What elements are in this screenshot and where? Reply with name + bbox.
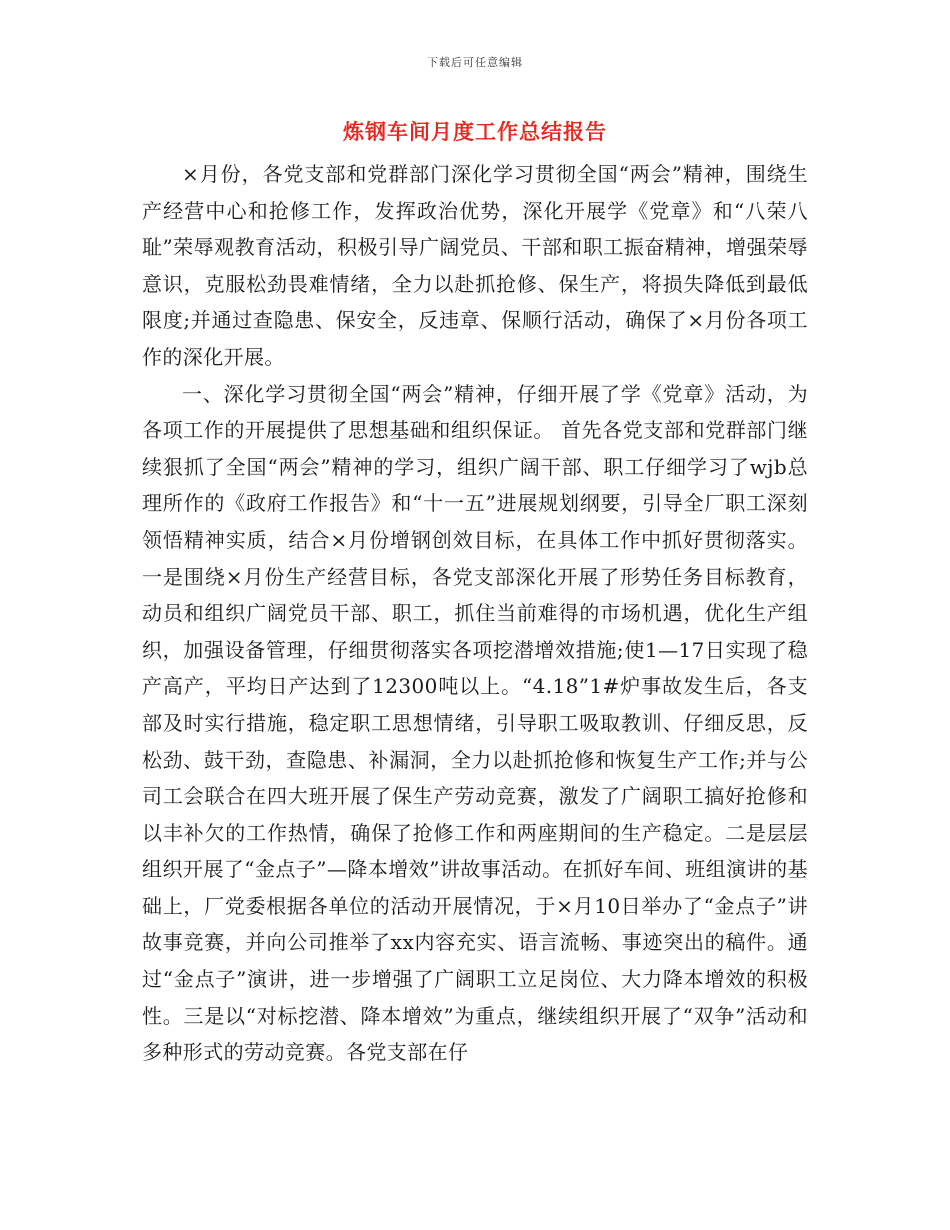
paragraph-intro: ×月份，各党支部和党群部门深化学习贯彻全国“两会”精神，围绕生产经营中心和抢修工作，发挥政治优势，深化开展学《党章》和“八荣八耻”荣辱观教育活动，积极引导广阔党员、干部和职工振奋精神，增强荣辱意识，克服松劲畏难情绪，全力以赴抓抢修、保生产，将损失降低到最低限度;并通过查隐患、保安全，反违章、保顺行活动，确保了×月份各项工作的深化开展。 [142, 162, 808, 369]
paragraph-section-1: 一、深化学习贯彻全国“两会”精神，仔细开展了学《党章》活动，为各项工作的开展提供了思想基础和组织保证。 首先各党支部和党群部门继续狠抓了全国“两会”精神的学习，组织广阔干部、职工仔细学习了wjb总理所作的《政府工作报告》和“十一五”进展规划纲要，引导全厂职工深刻领悟精神实质，结合×月份增钢创效目标，在具体工作中抓好贯彻落实。一是围绕×月份生产经营目标，各党支部深化开展了形势任务目标教育，动员和组织广阔党员干部、职工，抓住当前难得的市场机遇，优化生产组织，加强设备管理，仔细贯彻落实各项挖潜增效措施;使1—17日实现了稳产高产，平均日产达到了12300吨以上。“4.18”1#炉事故发生后，各支部及时实行措施，稳定职工思想情绪，引导职工吸取教训、仔细反思，反松劲、鼓干劲，查隐患、补漏洞，全力以赴抓抢修和恢复生产工作;并与公司工会联合在四大班开展了保生产劳动竞赛，激发了广阔职工搞好抢修和以丰补欠的工作热情，确保了抢修工作和两座期间的生产稳定。二是层层组织开展了“金点子”—降本增效”讲故事活动。在抓好车间、班组演讲的基础上，厂党委根据各单位的活动开展情况，于×月10日举办了“金点子”讲故事竞赛，并向公司推举了xx内容充实、语言流畅、事迹突出的稿件。通过“金点子”演讲，进一步增强了广阔职工立足岗位、大力降本增效的积极性。三是以“对标挖潜、降本增效”为重点，继续组织开展了“双争”活动和多种形式的劳动竞赛。各党支部在仔 [142, 381, 808, 1065]
page-header: 下载后可任意编辑 [427, 56, 523, 69]
document-body [142, 156, 808, 1071]
document-title: 炼钢车间月度工作总结报告 [343, 120, 607, 144]
